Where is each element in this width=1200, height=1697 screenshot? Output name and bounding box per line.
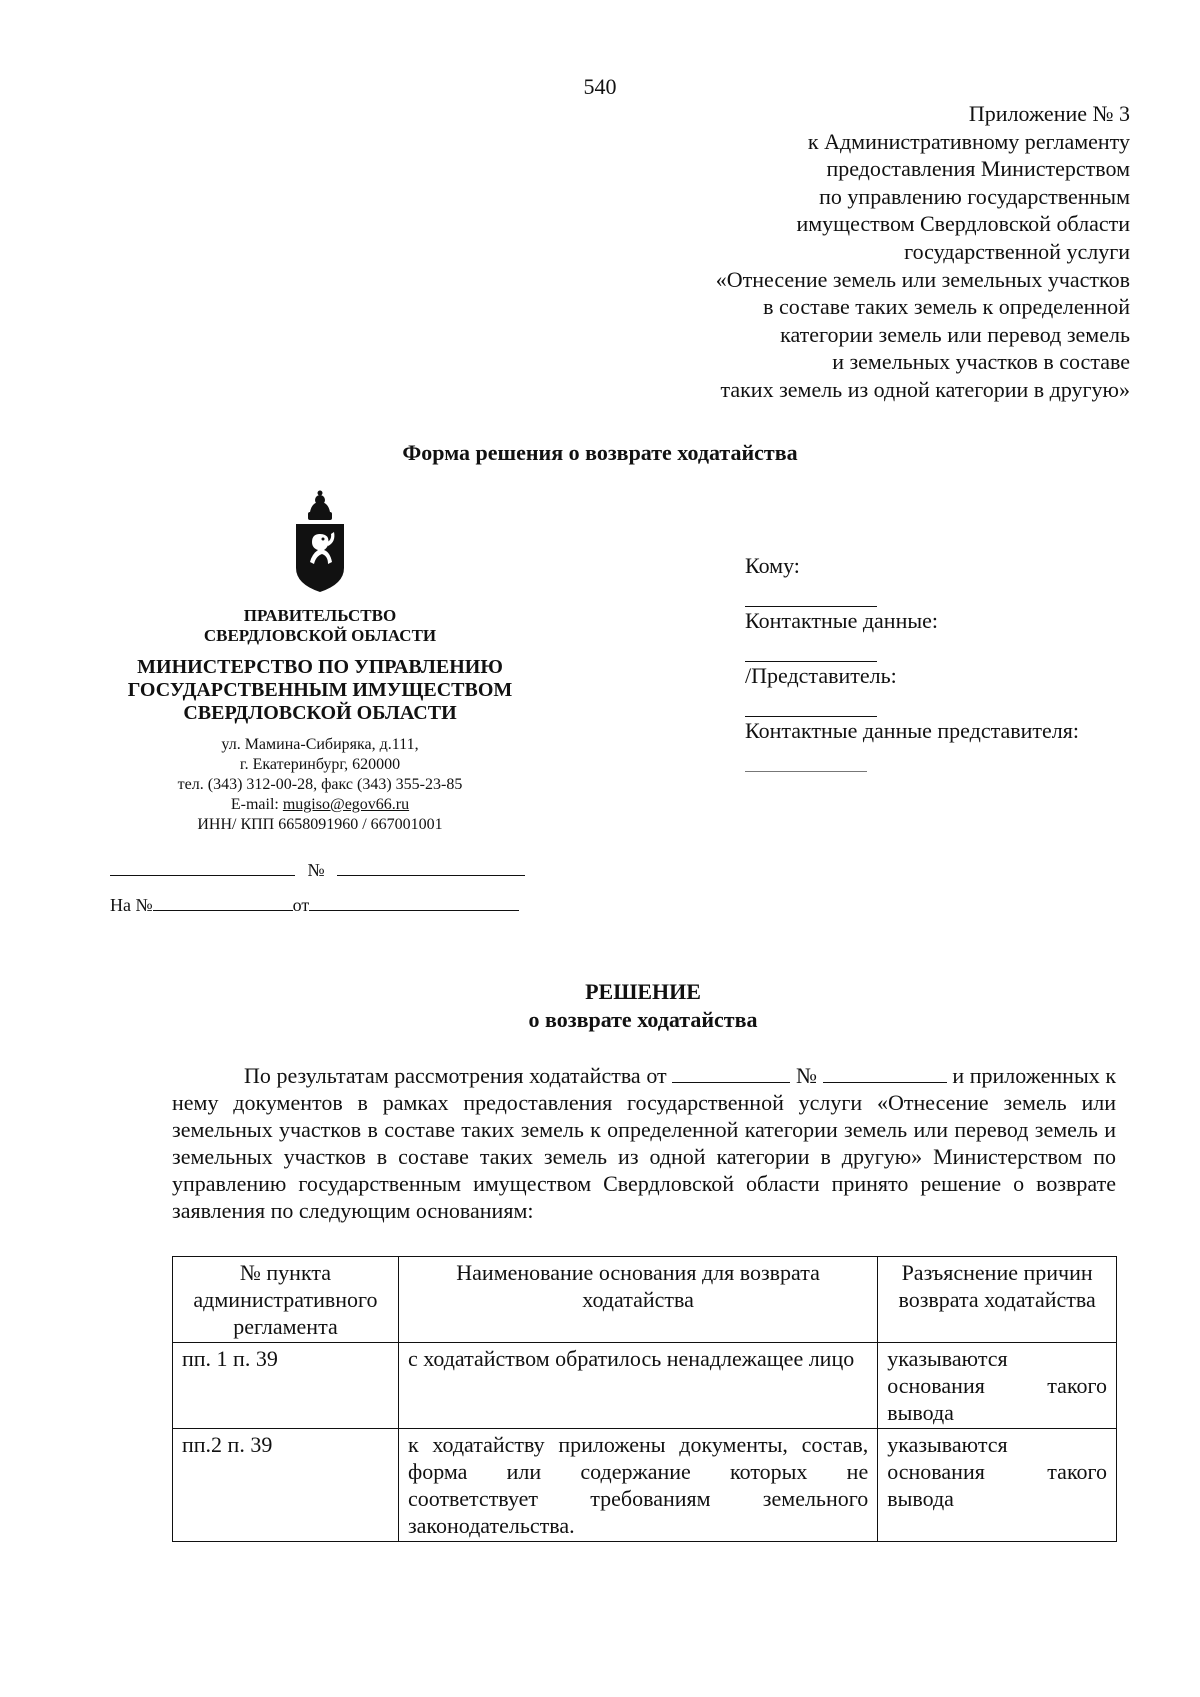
ref-from: от [292,895,310,915]
to-label: Кому: [745,553,800,578]
phone-line: тел. (343) 312-00-28, факс (343) 355-23-85 [177,776,463,793]
to-blank [745,580,877,607]
appendix-line: таких земель из одной категории в другую» [720,376,1130,402]
table-header: Разъяснение причин возврата ходатайства [878,1257,1117,1343]
table-cell: к ходатайству приложены документы, состав, форма или содержание которых не соответствует требованиям земельного законодательства. [398,1429,877,1542]
email-link[interactable]: mugiso@egov66.ru [282,796,410,813]
petition-number-blank [823,1064,947,1083]
inn-line: ИНН/ КПП 6658091960 / 667001001 [197,816,443,833]
contacts-label: Контактные данные: [745,608,938,633]
recipient-block [745,552,1145,772]
ministry-name-line: МИНИСТЕРСТВО ПО УПРАВЛЕНИЮ [137,656,503,678]
number-blank [337,874,525,876]
table-cell: с ходатайством обратилось ненадлежащее лицо [398,1343,877,1429]
appendix-line: в составе таких земель к определенной [763,294,1130,320]
date-blank [110,874,295,876]
rep-contacts-blank [745,745,867,772]
petition-date-blank [672,1064,790,1083]
table-cell: указываются основания такого вывода [878,1343,1117,1429]
page-number: 540 [583,74,617,99]
coat-of-arms-icon [290,490,350,594]
appendix-line: Приложение № 3 [968,101,1130,126]
reasons-table [172,1256,1117,1542]
text-number-sign: № [795,1063,818,1088]
appendix-line: категории земель или перевод земель [780,321,1130,347]
decision-title: РЕШЕНИЕ [585,979,701,1004]
form-title: Форма решения о возврате ходатайства [402,440,798,465]
appendix-line: «Отнесение земель или земельных участков [715,266,1130,292]
registration-number-line [110,860,530,881]
table-header: № пункта административного регламента [173,1257,399,1343]
table-row [173,1429,1117,1542]
text-part1: По результатам рассмотрения ходатайства от [244,1063,667,1088]
ministry-name-line: ГОСУДАРСТВЕННЫМ ИМУЩЕСТВОМ [127,679,513,701]
appendix-line: предоставления Министерством [826,156,1130,182]
ref-prefix: На № [110,895,153,915]
table-cell: указываются основания такого вывода [878,1429,1117,1542]
table-header: Наименование основания для возврата ходатайства [398,1257,877,1343]
table-row [173,1343,1117,1429]
representative-blank [745,690,877,717]
table-header-row [173,1257,1117,1343]
ref-number-blank [153,909,293,911]
ministry-name-line: СВЕРДЛОВСКОЙ ОБЛАСТИ [183,702,457,724]
table-cell: пп. 1 п. 39 [173,1343,399,1429]
gov-name-line: СВЕРДЛОВСКОЙ ОБЛАСТИ [203,626,437,645]
appendix-line: имуществом Свердловской области [796,211,1130,237]
gov-name-line: ПРАВИТЕЛЬСТВО [243,606,397,625]
address-line: г. Екатеринбург, 620000 [239,756,401,773]
appendix-line: по управлению государственным [819,183,1130,209]
number-sign: № [307,860,325,880]
contacts-blank [745,635,877,662]
email-label: E-mail: [230,796,283,813]
decision-subtitle: о возврате ходатайства [528,1007,758,1032]
appendix-line: и земельных участков в составе [832,349,1130,375]
representative-label: /Представитель: [745,663,897,688]
rep-contacts-label: Контактные данные представителя: [745,718,1079,743]
letterhead [110,490,530,835]
text-part2: и приложенных к нему документов в рамках предоставления государственной услуги «Отнесение земель или земельных участков в составе таких земель к определенной категории земель или перевод земель и земельных участков в составе таких земель из одной категории в другую» Министерством по управлению государственным имуществом Свердловской области принято решение о возврате заявления по следующим основаниям: [172,1063,1117,1223]
table-cell: пп.2 п. 39 [173,1429,399,1542]
appendix-line: государственной услуги [904,238,1130,264]
decision-heading [0,978,1200,1034]
address-line: ул. Мамина-Сибиряка, д.111, [221,736,419,753]
ref-date-blank [309,909,519,911]
appendix-line: к Административному регламенту [807,128,1130,154]
reference-line [110,895,530,916]
email-line [110,795,530,815]
decision-text [172,1062,1116,1224]
appendix-header [530,100,1130,404]
